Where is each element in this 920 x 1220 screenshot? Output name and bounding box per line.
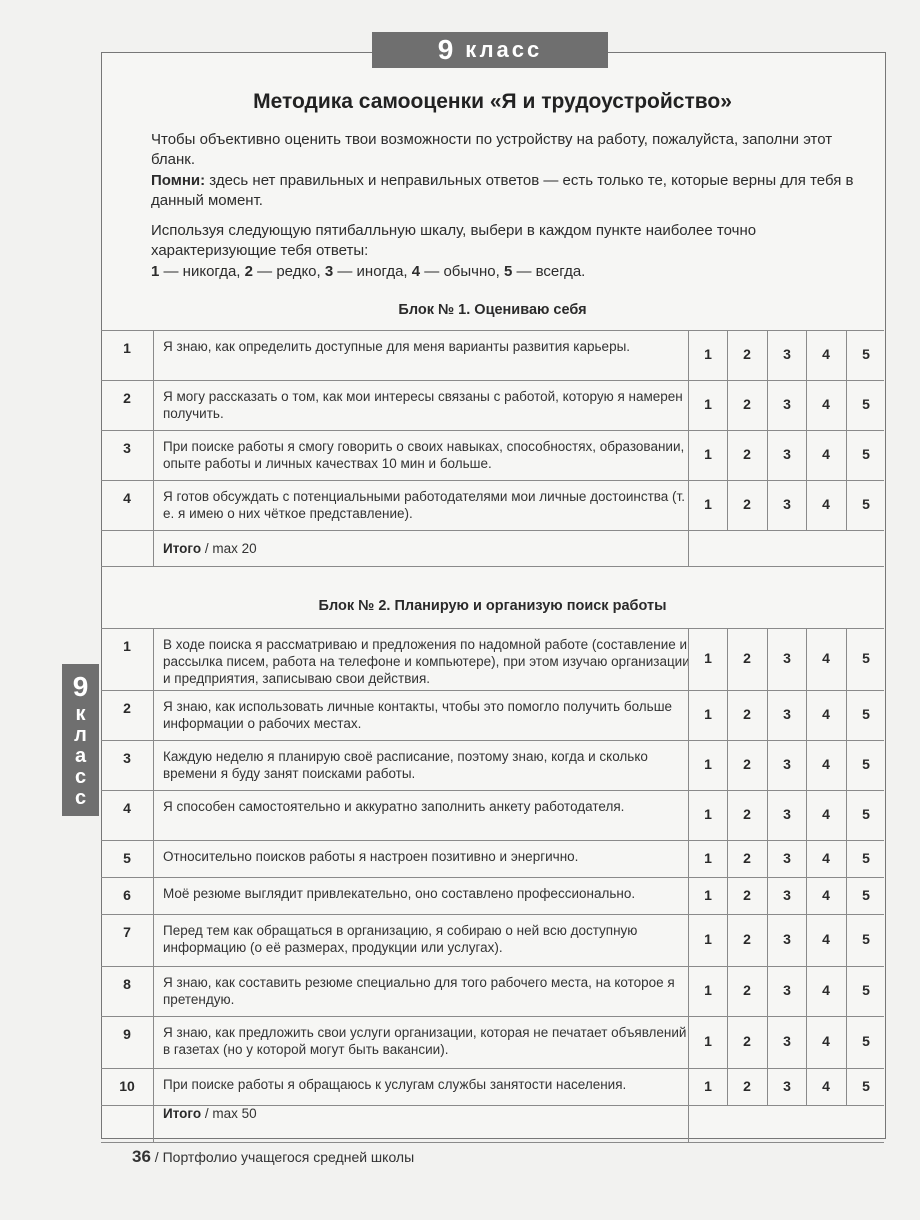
block2-title: Блок № 2. Планирую и организую поиск работы — [318, 598, 667, 614]
score-option[interactable]: 3 — [783, 806, 791, 822]
scale-label: — иногда, — [333, 263, 412, 280]
item-number: 7 — [123, 924, 131, 940]
score-option[interactable]: 4 — [822, 1078, 830, 1094]
score-option[interactable]: 1 — [704, 931, 712, 947]
score-option[interactable]: 4 — [822, 806, 830, 822]
footer-text: / Портфолио учащегося средней школы — [150, 1149, 415, 1165]
score-option[interactable]: 3 — [783, 982, 791, 998]
block1-total — [163, 541, 257, 556]
item-text: Моё резюме выглядит привлекательно, оно составлено профессионально. — [163, 886, 636, 901]
score-option[interactable]: 5 — [862, 1078, 870, 1094]
table-column-rule — [688, 628, 689, 1142]
score-option[interactable]: 3 — [783, 396, 791, 412]
page-title: Методика самооценки «Я и трудоустройство» — [253, 90, 732, 113]
score-option[interactable]: 3 — [783, 756, 791, 772]
score-option[interactable]: 1 — [704, 496, 712, 512]
score-option[interactable]: 3 — [783, 650, 791, 666]
score-option[interactable]: 2 — [743, 756, 751, 772]
item-number: 4 — [123, 490, 131, 506]
score-option[interactable]: 5 — [862, 346, 870, 362]
item-number: 6 — [123, 887, 131, 903]
total-label: Итого — [163, 1106, 202, 1121]
item-text: Перед тем как обращаться в организацию, я собираю о ней всю доступную информацию (о её размерах, продукции или услугах). — [163, 923, 638, 955]
score-option[interactable]: 4 — [822, 346, 830, 362]
item-text: Каждую неделю я планирую своё расписание, поэтому знаю, когда и сколько времени я буду занят поисками работы. — [163, 749, 648, 781]
score-option[interactable]: 5 — [862, 806, 870, 822]
scale-instructions: Используя следующую пятибалльную шкалу, выбери в каждом пункте наиболее точно характеризующие тебя ответы: — [151, 222, 757, 259]
item-text: Я знаю, как предложить свои услуги организации, которая не печатает объявлений в газетах (но у которой могут быть вакансии). — [163, 1025, 687, 1057]
scale-num: 4 — [411, 263, 421, 280]
score-option[interactable]: 4 — [822, 756, 830, 772]
score-option[interactable]: 3 — [783, 496, 791, 512]
score-option[interactable]: 4 — [822, 1033, 830, 1049]
score-option[interactable]: 3 — [783, 887, 791, 903]
score-option[interactable]: 1 — [704, 850, 712, 866]
table-column-rule — [767, 330, 768, 530]
side-letter: к — [75, 703, 86, 725]
score-option[interactable]: 1 — [704, 756, 712, 772]
score-option[interactable]: 4 — [822, 706, 830, 722]
score-option[interactable]: 2 — [743, 1033, 751, 1049]
score-option[interactable]: 3 — [783, 931, 791, 947]
score-option[interactable]: 1 — [704, 982, 712, 998]
score-option[interactable]: 2 — [743, 850, 751, 866]
score-option[interactable]: 1 — [704, 806, 712, 822]
item-number: 4 — [123, 800, 131, 816]
side-letter: с — [74, 766, 87, 788]
scale-label: — всегда. — [512, 263, 586, 280]
item-text: Я способен самостоятельно и аккуратно заполнить анкету работодателя. — [163, 799, 625, 814]
remember-note — [151, 171, 866, 211]
score-option[interactable]: 1 — [704, 346, 712, 362]
score-option[interactable]: 1 — [704, 446, 712, 462]
score-option[interactable]: 3 — [783, 1033, 791, 1049]
table-column-rule — [688, 330, 689, 566]
score-option[interactable]: 1 — [704, 396, 712, 412]
item-text: В ходе поиска я рассматриваю и предложения по надомной работе (составление и рассылка писем, работа на телефоне и компьютере), при этом изучаю организации и предприятия, записываю свои действия. — [163, 637, 690, 686]
score-option[interactable]: 5 — [862, 706, 870, 722]
score-option[interactable]: 5 — [862, 650, 870, 666]
score-option[interactable]: 2 — [743, 396, 751, 412]
scale-label: — никогда, — [159, 263, 245, 280]
score-option[interactable]: 1 — [704, 1033, 712, 1049]
table-rule — [101, 566, 884, 567]
score-option[interactable]: 3 — [783, 446, 791, 462]
grade-header-tab — [372, 32, 608, 68]
scale-num: 3 — [324, 263, 334, 280]
score-option[interactable]: 4 — [822, 650, 830, 666]
score-option[interactable]: 1 — [704, 1078, 712, 1094]
table-column-rule — [727, 628, 728, 1105]
score-option[interactable]: 4 — [822, 496, 830, 512]
score-option[interactable]: 5 — [862, 396, 870, 412]
table-rule — [101, 1142, 884, 1143]
remember-text: здесь нет правильных и неправильных ответов — есть только те, которые верны для тебя в данный момент. — [151, 172, 854, 209]
score-option[interactable]: 5 — [862, 887, 870, 903]
scale-num: 2 — [244, 263, 253, 280]
item-number: 9 — [123, 1026, 131, 1042]
scale-label: — обычно, — [420, 263, 504, 280]
score-option[interactable]: 2 — [743, 1078, 751, 1094]
side-letter: с — [74, 787, 87, 809]
table-column-rule — [806, 628, 807, 1105]
item-number: 5 — [123, 850, 131, 866]
item-text: Я могу рассказать о том, как мои интересы связаны с работой, которую я намерен получить. — [163, 389, 683, 421]
side-grade-number: 9 — [72, 671, 89, 702]
table-column-rule — [153, 628, 154, 1142]
item-number: 2 — [123, 390, 131, 406]
score-option[interactable]: 2 — [743, 496, 751, 512]
page-number: 36 — [132, 1147, 151, 1166]
scale-legend — [151, 262, 866, 282]
score-option[interactable]: 5 — [862, 931, 870, 947]
item-text: Относительно поисков работы я настроен позитивно и энергично. — [163, 849, 579, 864]
score-option[interactable]: 5 — [862, 982, 870, 998]
score-option[interactable]: 1 — [704, 706, 712, 722]
side-letter: л — [74, 724, 87, 746]
item-text: Я знаю, как составить резюме специально для того рабочего места, на которое я претендую. — [163, 975, 675, 1007]
item-text: Я знаю, как использовать личные контакты, чтобы это помогло получить больше информации о рабочих местах. — [163, 699, 673, 731]
score-option[interactable]: 3 — [783, 850, 791, 866]
remember-label: Помни: — [151, 172, 206, 189]
scale-num: 1 — [151, 263, 160, 280]
item-number: 1 — [123, 638, 131, 654]
item-number: 2 — [123, 700, 131, 716]
side-letter: а — [74, 745, 87, 767]
score-option[interactable]: 4 — [822, 931, 830, 947]
item-text: Я готов обсуждать с потенциальными работодателями мои личные достоинства (т. е. я имею о них чёткое представление). — [163, 489, 685, 521]
score-option[interactable]: 2 — [743, 931, 751, 947]
score-option[interactable]: 5 — [862, 756, 870, 772]
total-max: / max 50 — [201, 1106, 257, 1121]
table-column-rule — [846, 628, 847, 1105]
page-footer — [132, 1147, 414, 1167]
score-option[interactable]: 1 — [704, 650, 712, 666]
grade-number: 9 — [437, 34, 454, 65]
total-label: Итого — [163, 541, 202, 556]
score-option[interactable]: 5 — [862, 446, 870, 462]
score-option[interactable]: 4 — [822, 446, 830, 462]
item-number: 8 — [123, 976, 131, 992]
score-option[interactable]: 5 — [862, 850, 870, 866]
score-option[interactable]: 2 — [743, 806, 751, 822]
table-column-rule — [846, 330, 847, 530]
score-option[interactable]: 2 — [743, 650, 751, 666]
table-column-rule — [727, 330, 728, 530]
score-option[interactable]: 5 — [862, 496, 870, 512]
table-rule — [101, 530, 884, 531]
intro-paragraph: Чтобы объективно оценить твои возможности по устройству на работу, пожалуйста, заполни этот бланк. — [151, 131, 833, 168]
item-text: При поиске работы я обращаюсь к услугам службы занятости населения. — [163, 1077, 627, 1092]
score-option[interactable]: 4 — [822, 887, 830, 903]
item-number: 3 — [123, 750, 131, 766]
table-column-rule — [806, 330, 807, 530]
score-option[interactable]: 2 — [743, 982, 751, 998]
score-option[interactable]: 3 — [783, 346, 791, 362]
score-option[interactable]: 2 — [743, 346, 751, 362]
table-column-rule — [767, 628, 768, 1105]
scale-label: — редко, — [253, 263, 325, 280]
side-grade-tab — [62, 664, 99, 816]
item-number: 10 — [119, 1078, 135, 1094]
score-option[interactable]: 2 — [743, 887, 751, 903]
scale-num: 5 — [503, 263, 513, 280]
score-option[interactable]: 4 — [822, 396, 830, 412]
score-option[interactable]: 5 — [862, 1033, 870, 1049]
block2-total — [163, 1106, 257, 1121]
score-option[interactable]: 3 — [783, 706, 791, 722]
item-number: 3 — [123, 440, 131, 456]
score-option[interactable]: 1 — [704, 887, 712, 903]
score-option[interactable]: 3 — [783, 1078, 791, 1094]
item-text: Я знаю, как определить доступные для меня варианты развития карьеры. — [163, 339, 631, 354]
table-column-rule — [153, 330, 154, 566]
item-text: При поиске работы я смогу говорить о своих навыках, способностях, образовании, опыте работы и личных качествах 10 мин и больше. — [163, 439, 685, 471]
total-max: / max 20 — [201, 541, 257, 556]
score-option[interactable]: 2 — [743, 706, 751, 722]
item-number: 1 — [123, 340, 131, 356]
score-option[interactable]: 4 — [822, 850, 830, 866]
score-option[interactable]: 4 — [822, 982, 830, 998]
score-option[interactable]: 2 — [743, 446, 751, 462]
block1-title: Блок № 1. Оцениваю себя — [398, 302, 587, 318]
grade-word: класс — [465, 37, 543, 62]
